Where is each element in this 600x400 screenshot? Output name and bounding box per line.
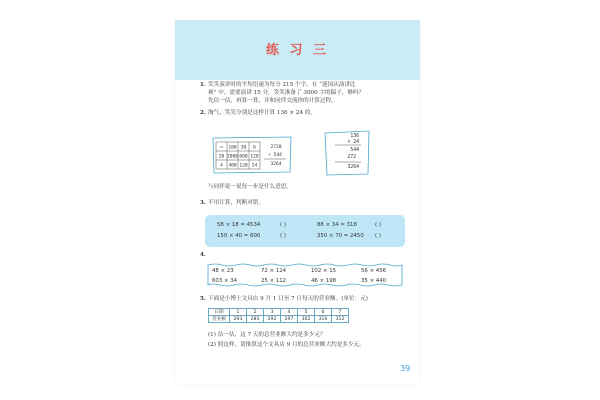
grid-cell: 20 bbox=[218, 154, 225, 160]
q2-follow-up: 与同伴说一说每一步是什么意思。 bbox=[208, 184, 292, 190]
vertical-line: 3264 bbox=[347, 165, 359, 170]
table-cell: 285 bbox=[247, 316, 264, 323]
grid-cell: 4 bbox=[220, 163, 223, 169]
q2-number: 2. bbox=[200, 110, 206, 116]
vertical-line: 136 bbox=[350, 134, 359, 139]
q4-item: 25 × 112 bbox=[261, 278, 287, 284]
vertical-line: 272 bbox=[347, 155, 356, 160]
q3-blank: ( ) bbox=[280, 222, 286, 228]
grid-cell: 120 bbox=[239, 163, 248, 169]
xiaoxiao-vertical-method bbox=[323, 130, 371, 176]
table-cell: 6 bbox=[315, 309, 332, 316]
q3-blank: ( ) bbox=[280, 233, 286, 239]
grid-cell: × bbox=[220, 145, 223, 151]
q4-item: 102 × 15 bbox=[311, 268, 337, 274]
q4-item: 603 × 34 bbox=[212, 278, 238, 284]
table-cell: 302 bbox=[298, 316, 315, 323]
q1-number: 1. bbox=[200, 82, 206, 88]
table-row bbox=[209, 309, 349, 316]
table-cell: 2 bbox=[247, 309, 264, 316]
q5-sub-1: (1) 估一估，这 7 天的总营业额大约是多少元？ bbox=[208, 332, 326, 338]
table-cell: 316 bbox=[315, 316, 332, 323]
q3-judgement-box bbox=[205, 215, 405, 247]
table-cell: 292 bbox=[264, 316, 281, 323]
table-row bbox=[209, 316, 349, 323]
table-cell: 日期 bbox=[209, 309, 230, 316]
q4-item: 56 × 456 bbox=[361, 268, 387, 274]
table-cell: 7 bbox=[332, 309, 349, 316]
q3-blank: ( ) bbox=[375, 222, 381, 228]
table-cell: 293 bbox=[230, 316, 247, 323]
q3-blank: ( ) bbox=[375, 233, 381, 239]
grid-cell: 400 bbox=[228, 163, 237, 169]
q5-line: 下面是小博士文具店 9 月 1 日至 7 日每天的营业额。(单位：元) bbox=[208, 296, 368, 302]
table-cell: 297 bbox=[281, 316, 298, 323]
q3-item: 88 × 34 = 318 bbox=[317, 222, 357, 228]
textbook-page bbox=[175, 20, 420, 385]
q4-item: 46 × 198 bbox=[311, 278, 337, 284]
q3-item: 58 × 18 = 4534 bbox=[217, 222, 261, 228]
q3-number: 3. bbox=[200, 200, 206, 206]
page-number: 39 bbox=[400, 364, 411, 373]
grid-cell: 6 bbox=[253, 145, 256, 151]
table-cell: 1 bbox=[230, 309, 247, 316]
table-cell: 5 bbox=[298, 309, 315, 316]
q1-line-2: 赛” 中，需要演讲 15 分，笑笑准备了 3000 字的稿子，够吗？ bbox=[208, 90, 365, 96]
q4-item: 35 × 440 bbox=[361, 278, 387, 284]
q4-item: 72 × 124 bbox=[261, 268, 287, 274]
q1-line-3: 先估一估，再算一算，并和同伴交流你的计算过程。 bbox=[208, 98, 337, 104]
grid-sum-line: 2720 bbox=[270, 145, 282, 150]
q3-item: 350 × 70 = 2450 bbox=[317, 233, 364, 239]
q3-line: 不用计算，判断对错。 bbox=[208, 200, 264, 206]
table-cell: 3 bbox=[264, 309, 281, 316]
q5-number: 5. bbox=[200, 296, 206, 302]
grid-cell: 2000 bbox=[226, 154, 239, 160]
grid-cell: 600 bbox=[239, 154, 248, 160]
q4-item: 48 × 23 bbox=[212, 268, 234, 274]
vertical-line: 544 bbox=[350, 148, 359, 153]
page-title: 练 习 三 bbox=[265, 43, 330, 58]
q2-line: 淘气、笑笑分别是这样计算 136 × 24 的。 bbox=[208, 110, 316, 116]
grid-sum-line: 3264 bbox=[270, 162, 282, 167]
grid-cell: 30 bbox=[240, 145, 247, 151]
q1-line-1: 笑笑演讲时的平均语速为每分 215 个字。在 “迎国庆演讲比 bbox=[208, 82, 356, 88]
taoqi-grid-method bbox=[212, 136, 292, 174]
vertical-line: × 24 bbox=[347, 140, 359, 145]
q5-sub-2: (2) 照这样，请推算这个文具店 9 月的总营业额大约是多少元。 bbox=[208, 342, 365, 348]
grid-cell: 100 bbox=[228, 145, 237, 151]
grid-sum-line: + 544 bbox=[268, 153, 282, 158]
grid-cell: 120 bbox=[250, 154, 259, 160]
table-cell: 营业额 bbox=[209, 316, 230, 323]
table-cell: 312 bbox=[332, 316, 349, 323]
q3-item: 150 × 40 = 600 bbox=[217, 233, 261, 239]
grid-cell: 24 bbox=[251, 163, 258, 169]
table-cell: 4 bbox=[281, 309, 298, 316]
q4-number: 4. bbox=[200, 252, 206, 258]
sales-table bbox=[208, 308, 349, 323]
